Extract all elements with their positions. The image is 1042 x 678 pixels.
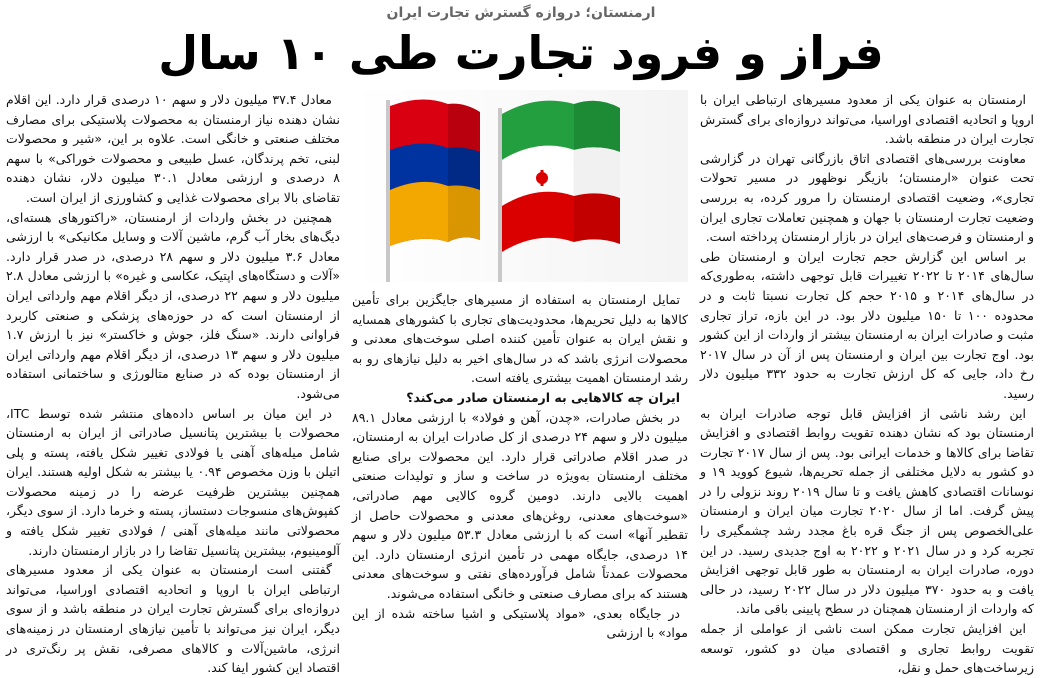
paragraph: تمایل ارمنستان به استفاده از مسیرهای جایگزین برای تأمین کالاها به دلیل تحریم‌ها، محدودیت‌های تجاری با کشورهای همسایه و نقش ایران به عنوان تأمین کننده اصلی سوخت‌های معدنی و محصولات انرژی باشد که در سال‌های اخیر به دلیل نیازهای رو به رشد ارمنستان اهمیت بیشتری یافته است. <box>352 292 688 386</box>
article-column-middle <box>352 290 688 641</box>
paragraph: بر اساس این گزارش حجم تجارت ایران و ارمنستان طی سال‌های ۲۰۱۴ تا ۲۰۲۲ تغییرات قابل توجهی داشته، به‌طوری‌که در سال‌های ۲۰۱۴ و ۲۰۱۵ حجم کل تجارت نسبتا ثابت و در محدوده ۱۰۰ تا ۱۵۰ میلیون دلار بود. در این بازه، تراز تجاری مثبت و صادرات ایران به ارمنستان بیشتر از واردات از این کشور بود. اوج تجارت بین ایران و ارمنستان پس از آن در سال ۲۰۱۷ رخ داد، جایی که کل ارزش تجارت به حدود ۳۳۲ میلیون دلار رسید. <box>700 248 1035 401</box>
paragraph: در جایگاه بعدی، «مواد پلاستیکی و اشیا ساخته شده از این مواد» با ارزشی <box>352 605 688 641</box>
armenia-flag-icon <box>390 99 480 246</box>
paragraph: این افزایش تجارت ممکن است ناشی از عواملی از جمله تقویت روابط تجاری و اقتصادی میان دو کشور، توسعه زیرساخت‌های حمل و نقل، <box>700 621 1034 676</box>
paragraph: معادل ۳۷.۴ میلیون دلار و سهم ۱۰ درصدی قرار دارد. این اقلام نشان دهنده نیاز ارمنستان به محصولات پلاستیکی برای مصارف مختلف صنعتی و خانگی است. علاوه بر این، «شیر و محصولات لبنی، تخم پرندگان، عسل طبیعی و محصولات خوراکی» با سهم ۸ درصدی و ارزشی معادل ۳۰.۱ میلیون دلار، نشان دهنده تقاضای بالا برای محصولات غذایی و کشاورزی از ایران است. <box>6 92 340 205</box>
paragraph: در بخش صادرات، «چدن، آهن و فولاد» با ارزشی معادل ۸۹.۱ میلیون دلار و سهم ۲۴ درصدی از کل صادرات ایران به ارمنستان، در صدر اقلام صادراتی قرار دارد. این محصولات برای صنایع مختلف ارمنستان به‌ویژه در ساخت و ساز و تولیدات صنعتی اهمیت بالایی دارند. دومین گروه کالایی مهم صادراتی، «سوخت‌های معدنی، روغن‌های معدنی و محصولات حاصل از تقطیر آنها» است که با ارزشی معادل ۵۳.۳ میلیون دلار و سهم ۱۴ درصدی، جایگاه مهمی در تأمین انرژی ارمنستان دارد. این محصولات عمدتاً شامل فرآورده‌های نفتی و سوخت‌های معدنی هستند که برای مصارف صنعتی و خانگی استفاده می‌شوند. <box>352 409 688 601</box>
article-kicker: ارمنستان؛ دروازه گسترش تجارت ایران <box>386 5 656 21</box>
paragraph: در این میان بر اساس داده‌های منتشر شده توسط ITC، محصولات با بیشترین پتانسیل صادراتی از ایران به ارمنستان شامل میله‌های آهنی یا فولادی تغییر شکل یافته، پسته و پلی اتیلن با وزن مخصوص ۰.۹۴ یا بیشتر به شکل اولیه هستند. ایران همچنین بیشترین ظرفیت عرضه را در زمینه محصولات کفپوش‌های منسوجات دستساز، پسته و خرما دارد. از سوی دیگر، محصولاتی مانند میله‌های آهنی / فولادی تغییر شکل یافته و آلومینیوم، بیشترین پتانسیل تقاضا را در بازار ارمنستان دارند. <box>6 405 340 558</box>
paragraph: همچنین در بخش واردات از ارمنستان، «راکتورهای هسته‌ای، دیگ‌های بخار آب گرم، ماشین آلات و وسایل مکانیکی» با ارزشی معادل ۳.۶ میلیون دلار و سهم ۲۸ درصدی، در صدر قرار دارد. «آلات و دستگاه‌های اپتیک، عکاسی و غیره» با ارزشی معادل ۲.۸ میلیون دلار و سهم ۲۲ درصدی، از دیگر اقلام مهم وارداتی ایران از ارمنستان است که در حوزه‌های پزشکی و صنعتی کاربرد فراوانی دارند. «سنگ فلز، جوش و خاکستر» نیز با ارزش ۱.۷ میلیون دلار و سهم ۱۳ درصدی، از دیگر اقلام مهم وارداتی ایران از ارمنستان بوده که در صنایع متالورژی و ساختمانی استفاده می‌شود. <box>6 209 341 401</box>
paragraph: گفتنی است ارمنستان به عنوان یکی از معدود مسیرهای ارتباطی ایران با اروپا و اتحادیه اقتصادی اوراسیا، می‌تواند دروازه‌ای برای گسترش تجارت ایران در منطقه باشد و از سوی دیگر، ایران نیز می‌تواند با تأمین نیازهای ارمنستان در زمینه‌های انرژی، ماشین‌آلات و کالاهای مصرفی، نقش پر رنگ‌تری در اقتصاد این کشور ایفا کند. <box>6 562 340 676</box>
subheading: ایران چه کالاهایی به ارمنستان صادر می‌کند؟ <box>406 389 680 405</box>
paragraph: معاونت بررسی‌های اقتصادی اتاق بازرگانی تهران در گزارشی تحت عنوان «ارمنستان؛ بازیگر نوظهور در مسیر تحولات تجاری»، وضعیت اقتصادی ارمنستان را مرور کرده، به بررسی وضعیت تجارت ارمنستان با جهان و همچنین تعاملات تجاری ایران و ارمنستان و فرصت‌های ایران در بازار ارمنستان پرداخته است. <box>700 150 1034 245</box>
paragraph: ارمنستان به عنوان یکی از معدود مسیرهای ارتباطی ایران با اروپا و اتحادیه اقتصادی اوراسیا، می‌تواند دروازه‌ای برای گسترش تجارت ایران در منطقه باشد. <box>700 92 1034 147</box>
paragraph: این رشد ناشی از افزایش قابل توجه صادرات ایران به ارمنستان بود که نشان دهنده تقویت روابط اقتصادی و افزایش تقاضا برای کالاها و خدمات ایرانی بود. پس از سال ۲۰۱۷ تجارت دو کشور به دلایل مختلفی از جمله تحریم‌ها، شیوع کووید ۱۹ و نوسانات اقتصادی کاهش یافت و تا سال ۲۰۱۹ روند نزولی را در پیش گرفت. اما از سال ۲۰۲۰ تجارت میان ایران و ارمنستان علی‌الخصوص پس از جنگ قره باغ مجدد رشد چشمگیری را تجربه کرد و در سال ۲۰۲۱ و ۲۰۲۲ به اوج جدیدی رسید. در این دوره، صادرات ایران به ارمنستان به طور قابل توجهی افزایش یافت و به حدود ۳۷۰ میلیون دلار در سال ۲۰۲۲ رسید، در حالی که واردات از ارمنستان همچنان در سطح پایینی باقی ماند. <box>700 405 1034 617</box>
article-headline: فراز و فرود تجارت طی ۱۰ سال <box>158 26 884 80</box>
iran-flag-icon <box>502 101 620 252</box>
iran-armenia-flags-image <box>352 90 688 282</box>
flags-photo <box>352 90 688 282</box>
article-column-left <box>6 90 341 676</box>
article-column-right <box>700 90 1035 676</box>
